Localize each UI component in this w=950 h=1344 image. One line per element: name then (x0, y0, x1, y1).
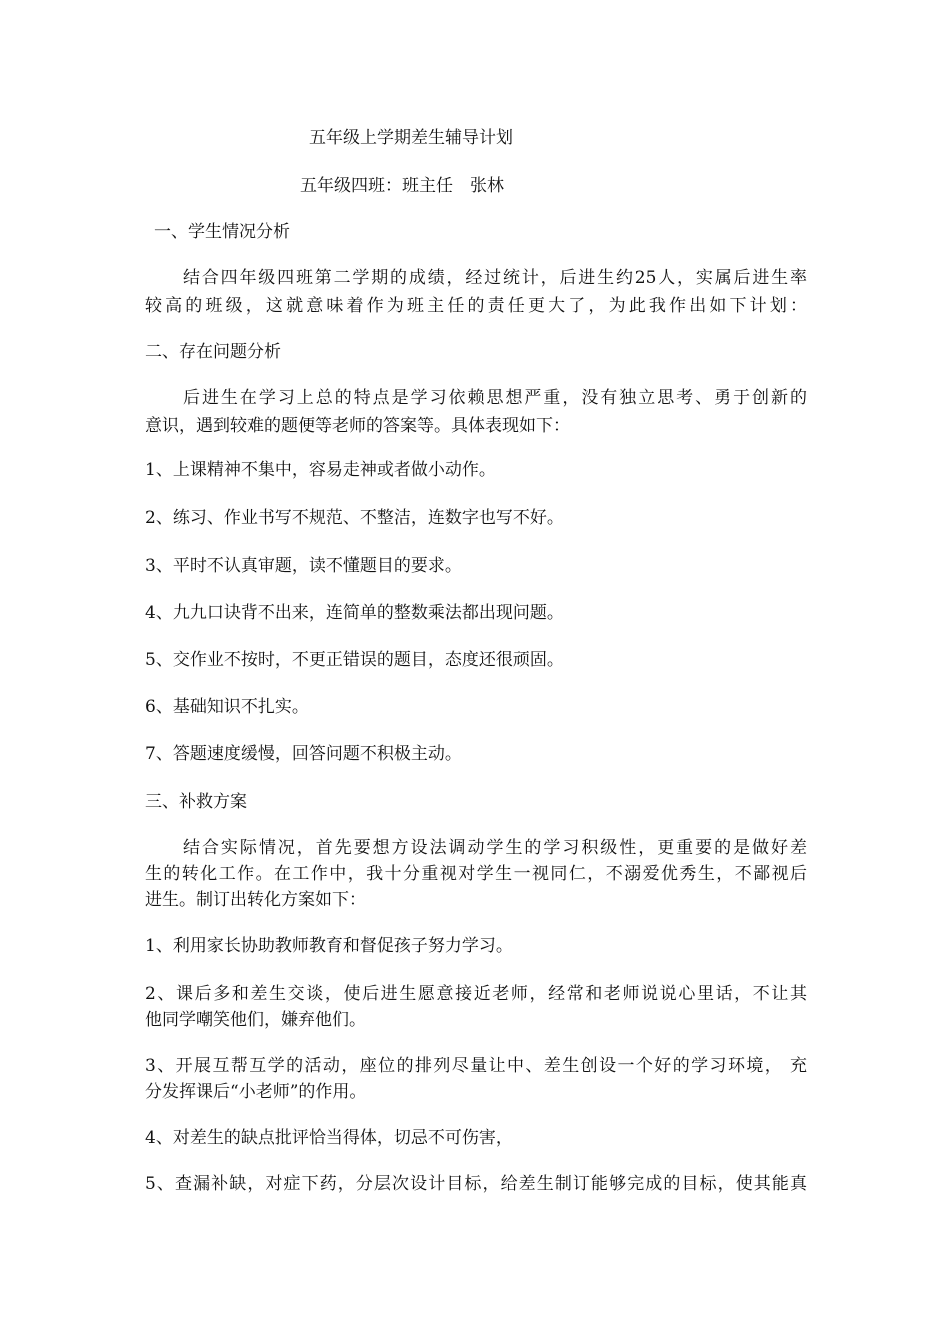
remedy-list-item: 2、课后多和差生交谈，使后进生愿意接近老师，经常和老师说说心里话，不让其 (145, 984, 807, 1004)
remedy-list-item: 5、查漏补缺，对症下药，分层次设计目标，给差生制订能够完成的目标，使其能真 (145, 1174, 807, 1194)
document-title: 五年级上学期差生辅导计划 (309, 128, 513, 148)
section-1-paragraph-line: 结合四年级四班第二学期的成绩，经过统计，后进生约25人，实属后进生率 (183, 268, 807, 288)
section-1-paragraph-line: 较高的班级，这就意味着作为班主任的责任更大了，为此我作出如下计划： (145, 296, 807, 316)
remedy-list-item: 分发挥课后“小老师”的作用。 (145, 1082, 367, 1102)
document-subtitle: 五年级四班：班主任 张林 (300, 176, 504, 196)
problem-list-item: 1、上课精神不集中，容易走神或者做小动作。 (145, 460, 496, 480)
section-1-heading: 一、学生情况分析 (154, 222, 290, 242)
remedy-list-item: 1、利用家长协助教师教育和督促孩子努力学习。 (145, 936, 513, 956)
section-2-paragraph-line: 意识，遇到较难的题便等老师的答案等。具体表现如下： (145, 416, 570, 436)
section-3-heading: 三、补救方案 (145, 792, 247, 812)
problem-list-item: 4、九九口诀背不出来，连简单的整数乘法都出现问题。 (145, 603, 564, 623)
section-3-paragraph-line: 进生。制订出转化方案如下： (145, 890, 366, 910)
problem-list-item: 3、平时不认真审题，读不懂题目的要求。 (145, 556, 462, 576)
problem-list-item: 6、基础知识不扎实。 (145, 697, 309, 717)
remedy-list-item: 4、对差生的缺点批评恰当得体，切忌不可伤害， (145, 1128, 513, 1148)
problem-list-item: 5、交作业不按时，不更正错误的题目，态度还很顽固。 (145, 650, 564, 670)
problem-list-item: 7、答题速度缓慢，回答问题不积极主动。 (145, 744, 462, 764)
section-2-heading: 二、存在问题分析 (145, 342, 281, 362)
remedy-list-item: 3、开展互帮互学的活动，座位的排列尽量让中、差生创设一个好的学习环境， 充 (145, 1056, 807, 1076)
problem-list-item: 2、练习、作业书写不规范、不整洁，连数字也写不好。 (145, 508, 564, 528)
remedy-list-item: 他同学嘲笑他们，嫌弃他们。 (145, 1010, 366, 1030)
section-3-paragraph-line: 结合实际情况，首先要想方设法调动学生的学习积级性，更重要的是做好差 (183, 838, 807, 858)
section-3-paragraph-line: 生的转化工作。在工作中，我十分重视对学生一视同仁，不溺爱优秀生，不鄙视后 (145, 864, 807, 884)
section-2-paragraph-line: 后进生在学习上总的特点是学习依赖思想严重，没有独立思考、勇于创新的 (183, 388, 807, 408)
